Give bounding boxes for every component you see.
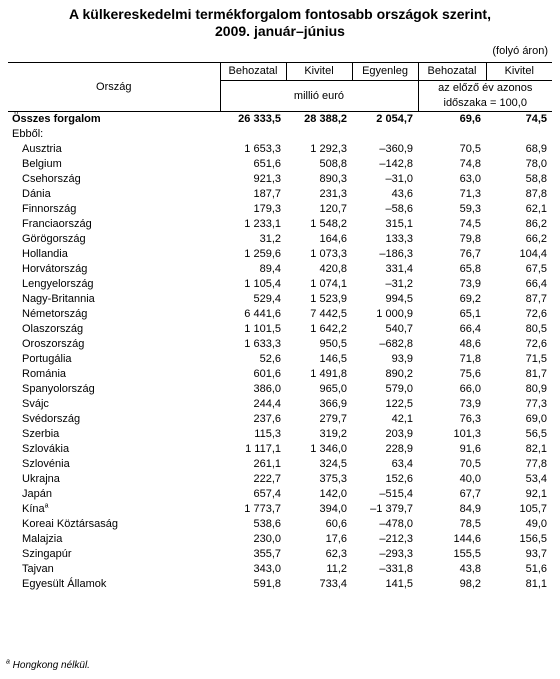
cell-export-index: 93,7 (525, 548, 547, 560)
cell-import-index: 65,1 (459, 308, 481, 320)
cell-import-index: 70,5 (459, 143, 481, 155)
country-label: Portugália (22, 353, 72, 365)
cell-export-index: 80,9 (525, 383, 547, 395)
country-name (8, 157, 220, 172)
header-index-line-1: az előző év azonos (438, 82, 533, 94)
cell-export-index: 56,5 (525, 428, 547, 440)
cell-export: 142,0 (319, 488, 347, 500)
country-label: Szerbia (22, 428, 60, 440)
cell-export: 1 548,2 (310, 218, 347, 230)
cell-import-index: 84,9 (459, 503, 481, 515)
cell-balance: 579,0 (385, 383, 413, 395)
cell-export-index: 80,5 (525, 323, 547, 335)
price-note: (folyó áron) (492, 45, 548, 57)
cell-export: 965,0 (319, 383, 347, 395)
cell-balance: –360,9 (379, 143, 413, 155)
cell-import-index: 48,6 (459, 338, 481, 350)
cell-import-index: 78,5 (459, 518, 481, 530)
country-name (8, 292, 220, 307)
country-name (8, 202, 220, 217)
country-label: Ausztria (22, 143, 62, 155)
trade-table (8, 62, 552, 592)
cell-export: 7 442,5 (310, 308, 347, 320)
cell-import: 222,7 (253, 473, 281, 485)
header-import-index: Behozatal (418, 63, 486, 81)
table-row (8, 262, 552, 277)
total-import: 26 333,5 (238, 113, 281, 125)
cell-import-index: 76,7 (459, 248, 481, 260)
cell-import: 1 773,7 (244, 503, 281, 515)
cell-balance: –58,6 (385, 203, 413, 215)
cell-export: 1 346,0 (310, 443, 347, 455)
cell-balance: 540,7 (385, 323, 413, 335)
country-label: Románia (22, 368, 67, 380)
table-row (8, 562, 552, 577)
table-row (8, 307, 552, 322)
cell-export: 1 523,9 (310, 293, 347, 305)
cell-import: 1 233,1 (244, 218, 281, 230)
country-label: Szlovákia (22, 443, 70, 455)
cell-import: 1 105,4 (244, 278, 281, 290)
table-row (8, 202, 552, 217)
country-label: Görögország (22, 233, 86, 245)
cell-import: 538,6 (253, 518, 281, 530)
cell-balance: –478,0 (379, 518, 413, 530)
header-balance: Egyenleg (352, 63, 418, 81)
table-row (8, 517, 552, 532)
cell-export: 62,3 (325, 548, 347, 560)
country-label: Olaszország (22, 323, 84, 335)
total-export-index: 74,5 (525, 113, 547, 125)
footnote-ref: a (44, 502, 49, 510)
table-row (8, 232, 552, 247)
cell-balance: –682,8 (379, 338, 413, 350)
country-name (8, 472, 220, 487)
cell-export: 1 292,3 (310, 143, 347, 155)
country-name (8, 277, 220, 292)
cell-import-index: 66,4 (459, 323, 481, 335)
country-label: Hollandia (22, 248, 68, 260)
cell-balance: 42,1 (391, 413, 413, 425)
cell-export-index: 92,1 (525, 488, 547, 500)
country-label: Oroszország (22, 338, 85, 350)
cell-export: 1 073,3 (310, 248, 347, 260)
country-name (8, 307, 220, 322)
cell-import-index: 79,8 (459, 233, 481, 245)
cell-export-index: 156,5 (519, 533, 547, 545)
cell-export: 120,7 (319, 203, 347, 215)
cell-import: 237,6 (253, 413, 281, 425)
country-label: Szingapúr (22, 548, 72, 560)
cell-import: 244,4 (253, 398, 281, 410)
cell-balance: –293,3 (379, 548, 413, 560)
cell-import-index: 101,3 (453, 428, 481, 440)
cell-import: 1 259,6 (244, 248, 281, 260)
country-name (8, 172, 220, 187)
country-name (8, 547, 220, 562)
table-row (8, 157, 552, 172)
country-label: Koreai Köztársaság (22, 518, 118, 530)
country-label: Japán (22, 488, 52, 500)
country-name (8, 142, 220, 157)
cell-export: 164,6 (319, 233, 347, 245)
cell-import: 601,6 (253, 368, 281, 380)
cell-import-index: 65,8 (459, 263, 481, 275)
country-label: Dánia (22, 188, 51, 200)
country-label: Kína (22, 503, 45, 515)
cell-balance: 141,5 (385, 578, 413, 590)
cell-export-index: 66,2 (525, 233, 547, 245)
cell-import-index: 74,5 (459, 218, 481, 230)
country-name (8, 322, 220, 337)
footnote-text: Hongkong nélkül. (9, 660, 90, 671)
cell-import-index: 91,6 (459, 443, 481, 455)
cell-balance: –331,8 (379, 563, 413, 575)
table-row (8, 547, 552, 562)
country-name (8, 352, 220, 367)
cell-balance: –142,8 (379, 158, 413, 170)
cell-export-index: 62,1 (525, 203, 547, 215)
cell-export: 394,0 (319, 503, 347, 515)
cell-import: 921,3 (253, 173, 281, 185)
table-row (8, 412, 552, 427)
cell-import-index: 66,0 (459, 383, 481, 395)
country-label: Nagy-Britannia (22, 293, 95, 305)
cell-import-index: 76,3 (459, 413, 481, 425)
cell-import: 187,7 (253, 188, 281, 200)
cell-export-index: 71,5 (525, 353, 547, 365)
table-row (8, 337, 552, 352)
cell-export-index: 82,1 (525, 443, 547, 455)
cell-balance: –515,4 (379, 488, 413, 500)
title-line-2: 2009. január–június (215, 23, 345, 39)
cell-export: 890,3 (319, 173, 347, 185)
cell-import: 529,4 (253, 293, 281, 305)
table-row (8, 532, 552, 547)
of-which-label: Ebből: (12, 128, 44, 140)
cell-balance: –186,3 (379, 248, 413, 260)
table-row (8, 367, 552, 382)
table-row (8, 472, 552, 487)
cell-export: 319,2 (319, 428, 347, 440)
cell-import-index: 71,3 (459, 188, 481, 200)
cell-import-index: 59,3 (459, 203, 481, 215)
country-label: Spanyolország (22, 383, 95, 395)
header-export: Kivitel (286, 63, 352, 81)
country-label: Franciaország (22, 218, 92, 230)
table-row (8, 427, 552, 442)
cell-import-index: 40,0 (459, 473, 481, 485)
total-import-index: 69,6 (459, 113, 481, 125)
cell-export-index: 81,7 (525, 368, 547, 380)
cell-export-index: 81,1 (525, 578, 547, 590)
cell-balance: 122,5 (385, 398, 413, 410)
cell-import: 115,3 (254, 428, 281, 440)
country-label: Svájc (22, 398, 49, 410)
footnote-mark: a (6, 658, 10, 666)
country-label: Finnország (22, 203, 77, 215)
total-label: Összes forgalom (12, 113, 101, 125)
cell-import-index: 75,6 (459, 368, 481, 380)
country-name (8, 262, 220, 277)
country-name (8, 367, 220, 382)
header-unit: millió euró (220, 81, 418, 112)
cell-balance: 152,6 (385, 473, 413, 485)
cell-balance: 133,3 (385, 233, 413, 245)
country-name (8, 577, 220, 592)
cell-import-index: 67,7 (459, 488, 481, 500)
country-label: Szlovénia (22, 458, 70, 470)
cell-export-index: 58,8 (525, 173, 547, 185)
country-label: Ukrajna (22, 473, 60, 485)
cell-import: 1 633,3 (244, 338, 281, 350)
cell-export-index: 69,0 (525, 413, 547, 425)
cell-export-index: 67,5 (525, 263, 547, 275)
cell-balance: 331,4 (385, 263, 413, 275)
cell-export: 733,4 (319, 578, 347, 590)
cell-balance: –31,0 (385, 173, 413, 185)
table-row (8, 217, 552, 232)
country-label: Svédország (22, 413, 81, 425)
cell-export: 146,5 (319, 353, 347, 365)
cell-balance: 93,9 (391, 353, 413, 365)
country-name (8, 457, 220, 472)
country-name (8, 532, 220, 547)
cell-export: 11,2 (326, 563, 347, 575)
cell-export-index: 51,6 (525, 563, 547, 575)
table-row (8, 277, 552, 292)
header-export-index: Kivitel (486, 63, 552, 81)
cell-export-index: 77,8 (525, 458, 547, 470)
total-export: 28 388,2 (304, 113, 347, 125)
cell-import: 1 653,3 (244, 143, 281, 155)
country-label: Németország (22, 308, 88, 320)
cell-balance: 228,9 (385, 443, 413, 455)
cell-import-index: 70,5 (459, 458, 481, 470)
cell-import-index: 155,5 (453, 548, 481, 560)
cell-import: 179,3 (253, 203, 281, 215)
cell-balance: 1 000,9 (376, 308, 413, 320)
cell-export-index: 78,0 (525, 158, 547, 170)
cell-import-index: 71,8 (459, 353, 481, 365)
footnote (6, 660, 90, 671)
cell-export: 1 642,2 (310, 323, 347, 335)
country-label: Tajvan (22, 563, 54, 575)
cell-import-index: 144,6 (453, 533, 481, 545)
country-name (8, 337, 220, 352)
cell-import: 1 101,5 (244, 323, 281, 335)
cell-import: 261,1 (253, 458, 281, 470)
country-name (8, 502, 220, 517)
cell-export: 1 491,8 (310, 368, 347, 380)
cell-import-index: 69,2 (459, 293, 481, 305)
cell-export: 60,6 (325, 518, 347, 530)
cell-export-index: 53,4 (525, 473, 547, 485)
cell-export: 508,8 (319, 158, 347, 170)
cell-import-index: 63,0 (459, 173, 481, 185)
page-title (0, 6, 560, 40)
cell-import: 386,0 (253, 383, 281, 395)
table-row (8, 352, 552, 367)
cell-export-index: 105,7 (519, 503, 547, 515)
cell-import-index: 73,9 (459, 278, 481, 290)
table-row (8, 577, 552, 592)
header-country: Ország (8, 63, 220, 112)
country-name (8, 187, 220, 202)
cell-export: 231,3 (319, 188, 347, 200)
cell-balance: 890,2 (385, 368, 413, 380)
country-label: Malajzia (22, 533, 63, 545)
cell-export-index: 72,6 (525, 308, 547, 320)
table-row (8, 382, 552, 397)
country-name (8, 397, 220, 412)
cell-balance: –31,2 (385, 278, 413, 290)
cell-import: 6 441,6 (244, 308, 281, 320)
country-label: Egyesült Államok (22, 578, 107, 590)
country-label: Lengyelország (22, 278, 94, 290)
cell-import-index: 43,8 (459, 563, 481, 575)
cell-import: 89,4 (259, 263, 281, 275)
country-label: Horvátország (22, 263, 88, 275)
cell-export-index: 66,4 (525, 278, 547, 290)
cell-balance: 994,5 (385, 293, 413, 305)
cell-import: 657,4 (253, 488, 281, 500)
cell-export-index: 49,0 (525, 518, 547, 530)
cell-import-index: 73,9 (459, 398, 481, 410)
cell-export: 366,9 (319, 398, 347, 410)
table-row (8, 502, 552, 517)
cell-export-index: 72,6 (525, 338, 547, 350)
cell-import: 52,6 (259, 353, 281, 365)
country-label: Belgium (22, 158, 62, 170)
country-name (8, 247, 220, 262)
table-row (8, 247, 552, 262)
cell-import: 651,6 (253, 158, 281, 170)
cell-import: 1 117,1 (245, 443, 281, 455)
cell-export: 324,5 (319, 458, 347, 470)
cell-import-index: 98,2 (459, 578, 481, 590)
cell-balance: 63,4 (391, 458, 413, 470)
country-name (8, 427, 220, 442)
cell-balance: 43,6 (391, 188, 413, 200)
table-row (8, 187, 552, 202)
cell-export: 17,6 (325, 533, 347, 545)
table-row (8, 442, 552, 457)
header-index-line-2: időszaka = 100,0 (443, 97, 527, 109)
country-name (8, 562, 220, 577)
cell-import: 31,2 (259, 233, 281, 245)
cell-export: 1 074,1 (310, 278, 347, 290)
total-balance: 2 054,7 (376, 113, 413, 125)
table-row (8, 322, 552, 337)
cell-export-index: 87,7 (525, 293, 547, 305)
cell-import: 355,7 (253, 548, 281, 560)
country-name (8, 382, 220, 397)
country-name (8, 487, 220, 502)
table-row (8, 457, 552, 472)
country-label: Csehország (22, 173, 81, 185)
cell-import: 591,8 (253, 578, 281, 590)
cell-export: 950,5 (319, 338, 347, 350)
cell-export-index: 77,3 (525, 398, 547, 410)
of-which-row (8, 127, 552, 142)
table-row (8, 292, 552, 307)
header-index-base (418, 81, 552, 112)
total-row (8, 112, 552, 128)
table-row (8, 487, 552, 502)
table-row (8, 142, 552, 157)
country-name (8, 232, 220, 247)
cell-balance: 315,1 (385, 218, 413, 230)
country-name (8, 517, 220, 532)
country-name (8, 412, 220, 427)
cell-balance: –212,3 (379, 533, 413, 545)
table-row (8, 397, 552, 412)
cell-import: 343,0 (253, 563, 281, 575)
cell-balance: –1 379,7 (370, 503, 413, 515)
cell-export-index: 86,2 (525, 218, 547, 230)
cell-import-index: 74,8 (459, 158, 481, 170)
header-import: Behozatal (220, 63, 286, 81)
cell-export-index: 104,4 (519, 248, 547, 260)
table-row (8, 172, 552, 187)
cell-export: 279,7 (319, 413, 347, 425)
cell-export: 420,8 (319, 263, 347, 275)
country-name (8, 442, 220, 457)
cell-import: 230,0 (253, 533, 281, 545)
cell-export-index: 68,9 (525, 143, 547, 155)
title-line-1: A külkereskedelmi termékforgalom fontosabb országok szerint, (69, 6, 491, 22)
cell-export-index: 87,8 (525, 188, 547, 200)
country-name (8, 217, 220, 232)
cell-balance: 203,9 (385, 428, 413, 440)
cell-export: 375,3 (319, 473, 347, 485)
